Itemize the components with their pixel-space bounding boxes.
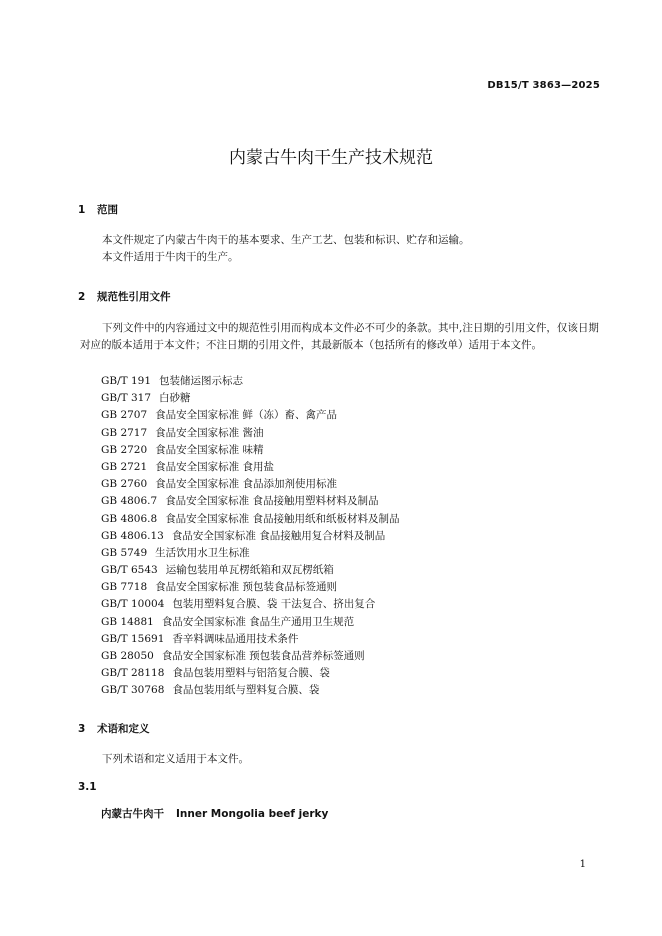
reference-item: [101, 476, 400, 493]
reference-list: [101, 373, 400, 700]
reference-item: [101, 442, 400, 459]
scope-paragraph-1: [80, 232, 600, 249]
reference-code: GB 5749: [101, 546, 148, 559]
reference-title: 食品包装用纸与塑料复合膜、袋: [172, 684, 320, 697]
reference-code: GB 28050: [101, 650, 154, 662]
reference-title: 包装储运图示标志: [159, 375, 244, 387]
reference-title: 食品安全国家标准 食品接触用塑料材料及制品: [165, 495, 379, 508]
reference-code: GB 2760: [101, 478, 148, 491]
terms-intro-paragraph: [80, 751, 600, 768]
reference-item: [101, 614, 400, 631]
section-number: 2: [78, 291, 86, 303]
section-number: 3: [78, 723, 86, 735]
reference-item: [101, 545, 400, 562]
reference-title: 食品包装用塑料与铝箔复合膜、袋: [172, 667, 330, 680]
term-english: Inner Mongolia beef jerky: [176, 808, 329, 820]
reference-item: [101, 665, 400, 682]
reference-code: GB 4806.13: [101, 529, 164, 542]
reference-title: 食品安全国家标准 食品添加剂使用标准: [155, 478, 338, 491]
reference-code: GB/T 28118: [101, 667, 165, 680]
subsection-number: 3.1: [78, 781, 97, 793]
reference-title: 白砂糖: [159, 392, 191, 405]
reference-item: [101, 407, 400, 424]
reference-item: [101, 425, 400, 442]
reference-title: 食品安全国家标准 预包装食品标签通则: [155, 581, 338, 594]
reference-title: 食品安全国家标准 鲜（冻）畜、禽产品: [155, 409, 338, 422]
section-heading-references: [78, 289, 171, 304]
reference-code: GB/T 6543: [101, 564, 158, 577]
reference-item: [101, 459, 400, 476]
reference-title: 运输包装用单瓦楞纸箱和双瓦楞纸箱: [165, 564, 334, 577]
reference-title: 食品安全国家标准 食品生产通用卫生规范: [161, 615, 355, 628]
paragraph-text: 本文件规定了内蒙古牛肉干的基本要求、生产工艺、包装和标识、贮存和运输。: [102, 234, 470, 246]
reference-title: 生活饮用水卫生标准: [155, 546, 250, 559]
reference-title: 包装用塑料复合膜、袋 干法复合、挤出复合: [172, 598, 376, 611]
paragraph-text: 下列术语和定义适用于本文件。: [102, 753, 249, 765]
section-title: 范围: [97, 204, 118, 216]
reference-item: [101, 579, 400, 596]
reference-title: 食品安全国家标准 酱油: [155, 426, 264, 439]
reference-title: 食品安全国家标准 味精: [155, 443, 264, 456]
reference-title: 食品安全国家标准 食用盐: [155, 460, 275, 473]
reference-title: 食品安全国家标准 食品接触用纸和纸板材料及制品: [165, 512, 400, 525]
reference-code: GB 4806.7: [101, 495, 158, 508]
reference-code: GB/T 10004: [101, 598, 165, 611]
reference-code: GB 14881: [101, 615, 154, 628]
reference-item: [101, 390, 400, 407]
reference-code: GB/T 317: [101, 392, 152, 405]
reference-item: [101, 596, 400, 613]
paragraph-text: 下列文件中的内容通过文中的规范性引用而构成本文件必不可少的条款。其中,注日期的引用文件，仅该日期对应的版本适用于本文件；不注日期的引用文件，其最新版本（包括所有的修改单）适用于本文件。: [80, 322, 599, 351]
reference-title: 食品安全国家标准 食品接触用复合材料及制品: [171, 529, 386, 542]
section-heading-terms: [78, 721, 150, 736]
reference-code: GB 7718: [101, 581, 148, 594]
section-title: 术语和定义: [97, 723, 150, 735]
reference-code: GB 2707: [101, 409, 148, 422]
reference-item: [101, 511, 400, 528]
reference-title: 香辛料调味品通用技术条件: [172, 632, 299, 645]
references-intro-paragraph: [80, 320, 600, 353]
section-title: 规范性引用文件: [97, 291, 171, 303]
reference-item: [101, 493, 400, 510]
reference-item: [101, 528, 400, 545]
reference-code: GB 2717: [101, 426, 148, 439]
reference-item: [101, 682, 400, 699]
reference-code: GB 4806.8: [101, 512, 158, 525]
reference-code: GB 2721: [101, 460, 148, 473]
standard-code: DB15/T 3863—2025: [487, 80, 600, 91]
reference-item: [101, 648, 400, 665]
page-number: 1: [579, 859, 586, 870]
term-chinese: 内蒙古牛肉干: [101, 808, 164, 820]
reference-item: [101, 373, 400, 390]
section-heading-scope: [78, 202, 118, 217]
section-number: 1: [78, 204, 86, 216]
document-title: 内蒙古牛肉干生产技术规范: [229, 148, 433, 168]
reference-item: [101, 562, 400, 579]
paragraph-text: 本文件适用于牛肉干的生产。: [102, 251, 239, 263]
reference-title: 食品安全国家标准 预包装食品营养标签通则: [161, 650, 365, 662]
scope-paragraph-2: [80, 249, 600, 266]
reference-item: [101, 631, 400, 648]
reference-code: GB 2720: [101, 443, 148, 456]
reference-code: GB/T 30768: [101, 684, 165, 697]
reference-code: GB/T 191: [101, 375, 152, 387]
term-entry: [101, 806, 328, 821]
reference-code: GB/T 15691: [101, 632, 165, 645]
